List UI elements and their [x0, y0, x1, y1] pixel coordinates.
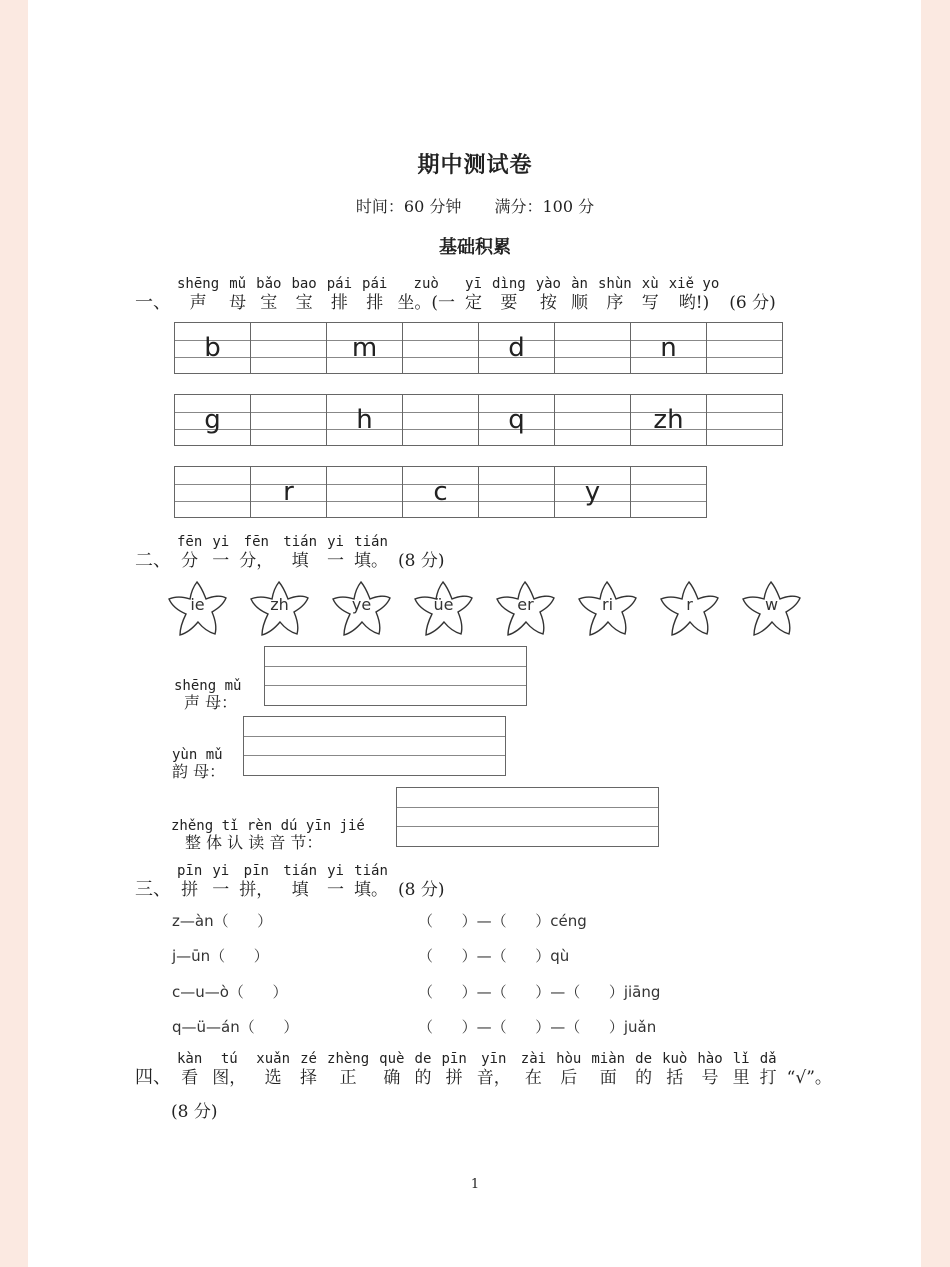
split-exercise[interactable]: q—ü—án（ ）	[172, 1018, 299, 1036]
hanzi-text: 排	[330, 293, 348, 313]
hanzi-text: 声	[189, 293, 207, 313]
pinyin-text: tián	[354, 534, 388, 550]
pinyin-text: bǎo	[256, 276, 282, 292]
star-card[interactable]	[166, 578, 229, 638]
pinyin-text: mǔ	[229, 276, 247, 292]
hanzi-text: 拼	[181, 880, 199, 900]
grid-cell-blank[interactable]	[630, 466, 707, 518]
hanzi-text: 音，	[476, 1068, 511, 1088]
grid-cell-blank[interactable]	[706, 394, 783, 446]
hanzi-text: 排	[366, 293, 384, 313]
pinyin-text: xiě yo	[668, 276, 720, 292]
hanzi-text: 宝	[295, 293, 313, 313]
pinyin-char-pair	[492, 276, 526, 314]
combine-exercise[interactable]: （ ）—（ ）—（ ）juǎn	[418, 1018, 657, 1036]
pinyin-char-pair	[212, 534, 229, 572]
hanzi-text: 顺	[571, 293, 588, 313]
pinyin-char-pair	[212, 863, 229, 901]
star-label: r	[686, 595, 693, 614]
star-label: er	[517, 595, 534, 614]
page-title: 期中测试卷	[417, 152, 533, 178]
hanzi-text: 一	[212, 880, 230, 900]
pinyin-char-pair	[354, 863, 388, 901]
pinyin-char-pair	[379, 1051, 404, 1089]
exam-meta	[0, 194, 950, 217]
pinyin-text: tián	[354, 863, 388, 879]
pinyin-char-pair	[591, 1051, 625, 1089]
pinyin-text: pái	[326, 276, 353, 292]
q1-number: 一、	[135, 292, 171, 313]
pinyin-char-pair	[177, 1051, 202, 1089]
whole-syllable-answer-box[interactable]	[396, 787, 659, 847]
pinyin-char-pair	[327, 276, 352, 314]
pinyin-text: fēn	[243, 534, 269, 550]
grid-cell-letter	[478, 394, 555, 446]
hanzi-text: 确	[383, 1068, 401, 1088]
pinyin-text: què	[379, 1051, 405, 1067]
star-label: ri	[601, 595, 614, 614]
split-exercise[interactable]: j—ūn（ ）	[172, 947, 269, 965]
pinyin-char-pair	[212, 1051, 246, 1089]
pinyin-char-pair	[571, 276, 588, 314]
pinyin-char-pair	[635, 1051, 652, 1089]
pinyin-char-pair	[642, 276, 659, 314]
hanzi-text: 的	[414, 1068, 432, 1088]
hanzi-text: 里	[732, 1068, 750, 1088]
finals-answer-box[interactable]	[243, 716, 506, 776]
hanzi-text: 拼	[445, 1068, 463, 1088]
pinyin-char-pair	[441, 1051, 466, 1089]
pinyin-char-pair	[327, 534, 344, 572]
pinyin-text: zé	[300, 1051, 317, 1067]
star-card[interactable]	[576, 578, 639, 638]
pinyin-text: yi	[327, 534, 344, 550]
pinyin-char-pair	[239, 534, 273, 572]
grid-cell-letter	[554, 466, 631, 518]
pinyin-char-pair	[327, 1051, 369, 1089]
question-3-heading	[135, 863, 445, 901]
star-card[interactable]	[330, 578, 393, 638]
pinyin-char-pair	[662, 1051, 687, 1089]
hanzi-text: 正	[339, 1068, 357, 1088]
pinyin-text: yīn	[481, 1051, 507, 1067]
pinyin-char-pair	[256, 1051, 290, 1089]
grid-cell-blank[interactable]	[554, 394, 631, 446]
star-card[interactable]	[494, 578, 557, 638]
pinyin-char-pair	[239, 863, 273, 901]
pinyin-char-pair	[362, 276, 387, 314]
pinyin-text: miàn	[591, 1051, 626, 1067]
split-exercise[interactable]: c—u—ò（ ）	[172, 983, 288, 1001]
question-4-points: (8 分)	[171, 1102, 218, 1122]
pinyin-text: yī	[465, 276, 482, 292]
pinyin-char-pair	[300, 1051, 317, 1089]
pinyin-text: de	[414, 1051, 432, 1067]
hanzi-text: 宝	[260, 293, 278, 313]
pinyin-text: kuò	[662, 1051, 688, 1067]
pinyin-text: pīn	[243, 863, 269, 879]
star-label: zh	[270, 595, 289, 614]
pinyin-text: tú	[220, 1051, 238, 1067]
pinyin-char-pair	[733, 1051, 750, 1089]
hanzi-text: 的	[635, 1068, 653, 1088]
grid-letter: m	[351, 333, 378, 363]
pinyin-char-pair	[598, 276, 632, 314]
hanzi-text: 定	[464, 293, 482, 313]
pinyin-char-pair	[669, 276, 720, 314]
pinyin-text: zhèng	[327, 1051, 370, 1067]
pinyin-text: shēng	[177, 276, 220, 292]
grid-cell-letter	[174, 394, 251, 446]
pinyin-text: pīn	[177, 863, 203, 879]
hanzi-text: 一	[212, 551, 230, 571]
hanzi-text: 填。	[354, 880, 389, 900]
pinyin-char-pair	[521, 1051, 546, 1089]
section-title: 基础积累	[439, 237, 511, 258]
grid-letter: r	[283, 477, 294, 507]
pinyin-text: hào	[697, 1051, 723, 1067]
hanzi-text: 在	[524, 1068, 542, 1088]
pinyin-char-pair	[229, 276, 246, 314]
split-exercise[interactable]: z—àn（ ）	[172, 912, 273, 930]
pinyin-text: xuǎn	[256, 1051, 291, 1067]
grid-cell-letter	[326, 322, 403, 374]
star-cards	[166, 578, 822, 638]
pinyin-char-pair	[697, 1051, 722, 1089]
pinyin-char-pair	[291, 276, 316, 314]
hanzi-text: 填	[291, 551, 309, 571]
hanzi-text: 打	[759, 1068, 777, 1088]
pinyin-char-pair	[465, 276, 482, 314]
grid-cell-blank[interactable]	[402, 394, 479, 446]
pinyin-text: dìng	[491, 276, 526, 292]
pinyin-char-pair	[760, 1051, 777, 1089]
grid-cell-blank[interactable]	[250, 322, 327, 374]
category-finals-label: yùn mǔ 韵 母：	[172, 747, 226, 781]
grid-cell-blank[interactable]	[706, 322, 783, 374]
hanzi-text: 坐。(一	[397, 293, 455, 313]
grid-cell-blank[interactable]	[554, 322, 631, 374]
grid-cell-blank[interactable]	[478, 466, 555, 518]
pinyin-char-pair	[327, 863, 344, 901]
hanzi-text: 分，	[239, 551, 274, 571]
writing-grid-row	[174, 466, 707, 518]
pinyin-text: fēn	[177, 534, 203, 550]
grid-cell-blank[interactable]	[326, 466, 403, 518]
pinyin-char-pair	[256, 276, 281, 314]
grid-letter: g	[204, 405, 221, 435]
grid-letter: d	[508, 333, 525, 363]
writing-grid-row	[174, 394, 783, 446]
pinyin-text: àn	[571, 276, 588, 292]
star-card[interactable]	[412, 578, 475, 638]
pinyin-char-pair	[177, 534, 202, 572]
pinyin-char-pair	[477, 1051, 511, 1089]
pinyin-char-pair	[556, 1051, 581, 1089]
pinyin-char-pair	[177, 276, 219, 314]
hanzi-text: 哟!)	[678, 293, 710, 313]
hanzi-text: 序	[606, 293, 624, 313]
pinyin-text: pīn	[441, 1051, 467, 1067]
pinyin-text: yi	[212, 863, 230, 879]
hanzi-text: 填	[291, 880, 309, 900]
grid-cell-blank[interactable]	[250, 394, 327, 446]
pinyin-text: bao	[291, 276, 317, 292]
pinyin-text: pái	[362, 276, 388, 292]
grid-letter: h	[356, 405, 373, 435]
hanzi-text: 填。	[354, 551, 389, 571]
combine-exercise[interactable]: （ ）—（ ）—（ ）jiāng	[418, 983, 661, 1001]
grid-cell-blank[interactable]	[402, 322, 479, 374]
grid-letter: zh	[653, 405, 684, 435]
pinyin-char-pair	[177, 863, 202, 901]
pinyin-char-pair	[354, 534, 388, 572]
pinyin-char-pair	[283, 863, 317, 901]
time-limit: 时间：60 分钟	[355, 197, 462, 216]
pinyin-text: de	[635, 1051, 652, 1067]
pinyin-text: yi	[212, 534, 230, 550]
pinyin-text: lǐ	[732, 1051, 750, 1067]
q3-number: 三、	[135, 879, 171, 900]
pinyin-char-pair	[536, 276, 561, 314]
pinyin-text: zài	[520, 1051, 547, 1067]
grid-cell-letter	[326, 394, 403, 446]
writing-grid-row	[174, 322, 783, 374]
pinyin-text: yi	[327, 863, 344, 879]
full-score: 满分：100 分	[494, 197, 595, 216]
grid-letter: y	[584, 477, 601, 507]
grid-cell-blank[interactable]	[174, 466, 251, 518]
hanzi-text: 按	[539, 293, 557, 313]
grid-cell-letter	[630, 394, 707, 446]
combine-exercise[interactable]: （ ）—（ ）céng	[418, 912, 587, 930]
q1-points: (6 分)	[729, 293, 776, 313]
hanzi-text: 后	[560, 1068, 578, 1088]
star-label: ie	[190, 595, 205, 614]
star-label: ye	[351, 595, 372, 614]
grid-cell-letter	[250, 466, 327, 518]
hanzi-text: 括	[666, 1068, 684, 1088]
grid-letter: n	[660, 333, 677, 363]
grid-cell-letter	[174, 322, 251, 374]
page-number: 1	[470, 1177, 480, 1192]
hanzi-text: 一	[327, 551, 345, 571]
star-label: w	[764, 595, 779, 614]
star-card[interactable]	[248, 578, 311, 638]
hanzi-text: 一	[327, 880, 345, 900]
hanzi-text: 母	[229, 293, 247, 313]
pinyin-text: xù	[641, 276, 659, 292]
pinyin-text: hòu	[556, 1051, 582, 1067]
grid-letter: c	[433, 477, 448, 507]
hanzi-text: 择	[300, 1068, 318, 1088]
grid-cell-letter	[402, 466, 479, 518]
pinyin-char-pair	[414, 1051, 431, 1089]
pinyin-text: dǎ	[759, 1051, 777, 1067]
hanzi-text: 拼，	[239, 880, 274, 900]
hanzi-text: 分	[181, 551, 199, 571]
hanzi-text: 面	[599, 1068, 617, 1088]
star-card[interactable]	[740, 578, 803, 638]
pinyin-text: zuò	[413, 276, 439, 292]
q3-points: (8 分)	[398, 880, 445, 900]
grid-cell-letter	[478, 322, 555, 374]
grid-letter: q	[508, 405, 525, 435]
q2-points: (8 分)	[398, 551, 445, 571]
pinyin-text: tián	[283, 863, 318, 879]
star-card[interactable]	[658, 578, 721, 638]
pinyin-text: shùn	[598, 276, 632, 292]
q2-number: 二、	[135, 550, 171, 571]
question-4-heading	[135, 1051, 832, 1089]
hanzi-text: 写	[641, 293, 659, 313]
q4-number: 四、	[135, 1067, 171, 1088]
combine-exercise[interactable]: （ ）—（ ）qù	[418, 947, 570, 965]
hanzi-text: 图，	[212, 1068, 247, 1088]
question-2-heading	[135, 534, 445, 572]
pinyin-text: tián	[283, 534, 318, 550]
heading-tail: “√”。	[786, 1068, 832, 1088]
grid-letter: b	[204, 333, 221, 363]
pinyin-char-pair	[397, 276, 455, 314]
hanzi-text: 要	[500, 293, 518, 313]
category-whole-syllable-label: zhěng tǐ rèn dú yīn jié 整 体 认 读 音 节：	[171, 818, 365, 852]
category-initials-label: shēng mǔ 声 母：	[174, 678, 242, 712]
question-1-heading	[135, 276, 776, 314]
hanzi-text: 看	[181, 1068, 199, 1088]
hanzi-text: 号	[701, 1068, 719, 1088]
star-label: üe	[433, 595, 454, 614]
pinyin-text: kàn	[177, 1051, 203, 1067]
pinyin-text: yào	[535, 276, 561, 292]
grid-cell-letter	[630, 322, 707, 374]
initials-answer-box[interactable]	[264, 646, 527, 706]
hanzi-text: 选	[264, 1068, 282, 1088]
pinyin-char-pair	[283, 534, 317, 572]
